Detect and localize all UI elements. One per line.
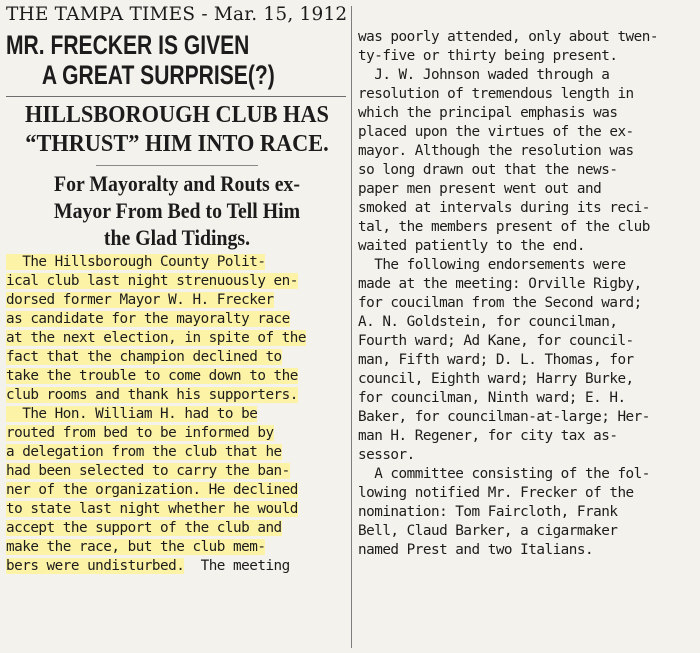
text-line: ty-five or thirty being present. (358, 48, 618, 64)
text-line: A committee consisting of the fol- (358, 466, 650, 482)
text-line: made at the meeting: Orville Rigby, (358, 276, 642, 292)
subhead-line-2: “THRUST” HIM INTO RACE. (25, 131, 329, 157)
highlighted-text: club rooms and thank his supporters. (6, 387, 298, 403)
text-line (6, 310, 348, 329)
text-line: named Prest and two Italians. (358, 542, 594, 558)
text-line (6, 329, 348, 348)
text-line (6, 538, 348, 557)
highlighted-text: ical club last night strenuously en- (6, 273, 298, 289)
headline-line-1: MR. FRECKER IS GIVEN (6, 30, 250, 60)
text-line (6, 386, 348, 405)
headline (6, 30, 273, 90)
text-line: sessor. (358, 447, 415, 463)
headline-line-2: A GREAT SURPRISE(?) (41, 60, 275, 90)
highlighted-text: routed from bed to be informed by (6, 425, 274, 441)
text-line (6, 405, 348, 424)
left-column (6, 4, 348, 576)
highlighted-text: had been selected to carry the ban- (6, 463, 290, 479)
text-line: resolution of tremendous length in (358, 86, 634, 102)
highlighted-text: The Hillsborough County Polit- (6, 254, 266, 270)
deck-line-2: Mayor From Bed to Tell Him (53, 198, 301, 223)
text-line: mayor. Although the resolution was (358, 143, 634, 159)
highlighted-text: to state last night whether he would (6, 501, 298, 517)
text-line (6, 291, 348, 310)
text-line: A. N. Goldstein, for councilman, (358, 314, 618, 330)
text-line (6, 500, 348, 519)
text-line: council, Eighth ward; Harry Burke, (358, 371, 634, 387)
highlighted-text: fact that the champion declined to (6, 349, 282, 365)
text-line (6, 424, 348, 443)
text-line: J. W. Johnson waded through a (358, 67, 610, 83)
subhead-line-1: HILLSBOROUGH CLUB HAS (25, 102, 329, 128)
highlighted-text: take the trouble to come down to the (6, 368, 298, 384)
text-line (6, 443, 348, 462)
highlighted-text: bers were undisturbed. (6, 558, 185, 574)
highlighted-text: at the next election, in spite of the (6, 330, 306, 346)
highlighted-text: The Hon. William H. had to be (6, 406, 258, 422)
text-line: was poorly attended, only about twen- (358, 29, 658, 45)
text-line (6, 348, 348, 367)
text-line (6, 367, 348, 386)
text-line: for councilman, Ninth ward; E. H. (358, 390, 626, 406)
text-line: Baker, for councilman-at-large; Her- (358, 409, 650, 425)
text-line: tal, the members present of the club (358, 219, 650, 235)
text-line: waited patiently to the end. (358, 238, 586, 254)
article-body-right (358, 28, 694, 560)
text-line (6, 253, 348, 272)
masthead: THE TAMPA TIMES - Mar. 15, 1912 (6, 4, 348, 25)
text-line: paper men present went out and (358, 181, 602, 197)
highlighted-text: dorsed former Mayor W. H. Frecker (6, 292, 274, 308)
right-column (358, 28, 694, 560)
highlighted-text: ner of the organization. He declined (6, 482, 298, 498)
text-line: The following endorsements were (358, 257, 626, 273)
text-line (6, 272, 348, 291)
text-line: Bell, Claud Barker, a cigarmaker (358, 523, 618, 539)
text-line: Fourth ward; Ad Kane, for council- (358, 333, 634, 349)
highlighted-text: make the race, but the club mem- (6, 539, 266, 555)
continued-text: The meeting (184, 558, 290, 574)
highlighted-text: accept the support of the club and (6, 520, 282, 536)
text-line (6, 519, 348, 538)
text-line (6, 481, 348, 500)
text-line: so long drawn out that the news- (358, 162, 618, 178)
subhead (18, 101, 336, 159)
text-line: nomination: Tom Faircloth, Frank (358, 504, 618, 520)
highlighted-text: as candidate for the mayoralty race (6, 311, 290, 327)
text-line: man, Fifth ward; D. L. Thomas, for (358, 352, 634, 368)
deck-line-3: the Glad Tidings. (103, 225, 251, 250)
text-line (6, 462, 348, 481)
subhead-divider (96, 165, 258, 166)
text-line: smoked at intervals during its reci- (358, 200, 650, 216)
deck (23, 170, 331, 251)
article-body-left (6, 253, 348, 576)
column-divider (351, 6, 352, 648)
text-line: man H. Regener, for city tax as- (358, 428, 618, 444)
text-line: which the principal emphasis was (358, 105, 618, 121)
deck-line-1: For Mayoralty and Routs ex- (53, 171, 301, 196)
headline-divider (6, 96, 346, 97)
text-line: placed upon the virtues of the ex- (358, 124, 634, 140)
highlighted-text: a delegation from the club that he (6, 444, 282, 460)
text-line: lowing notified Mr. Frecker of the (358, 485, 634, 501)
text-line (6, 557, 348, 576)
text-line: for coucilman from the Second ward; (358, 295, 642, 311)
